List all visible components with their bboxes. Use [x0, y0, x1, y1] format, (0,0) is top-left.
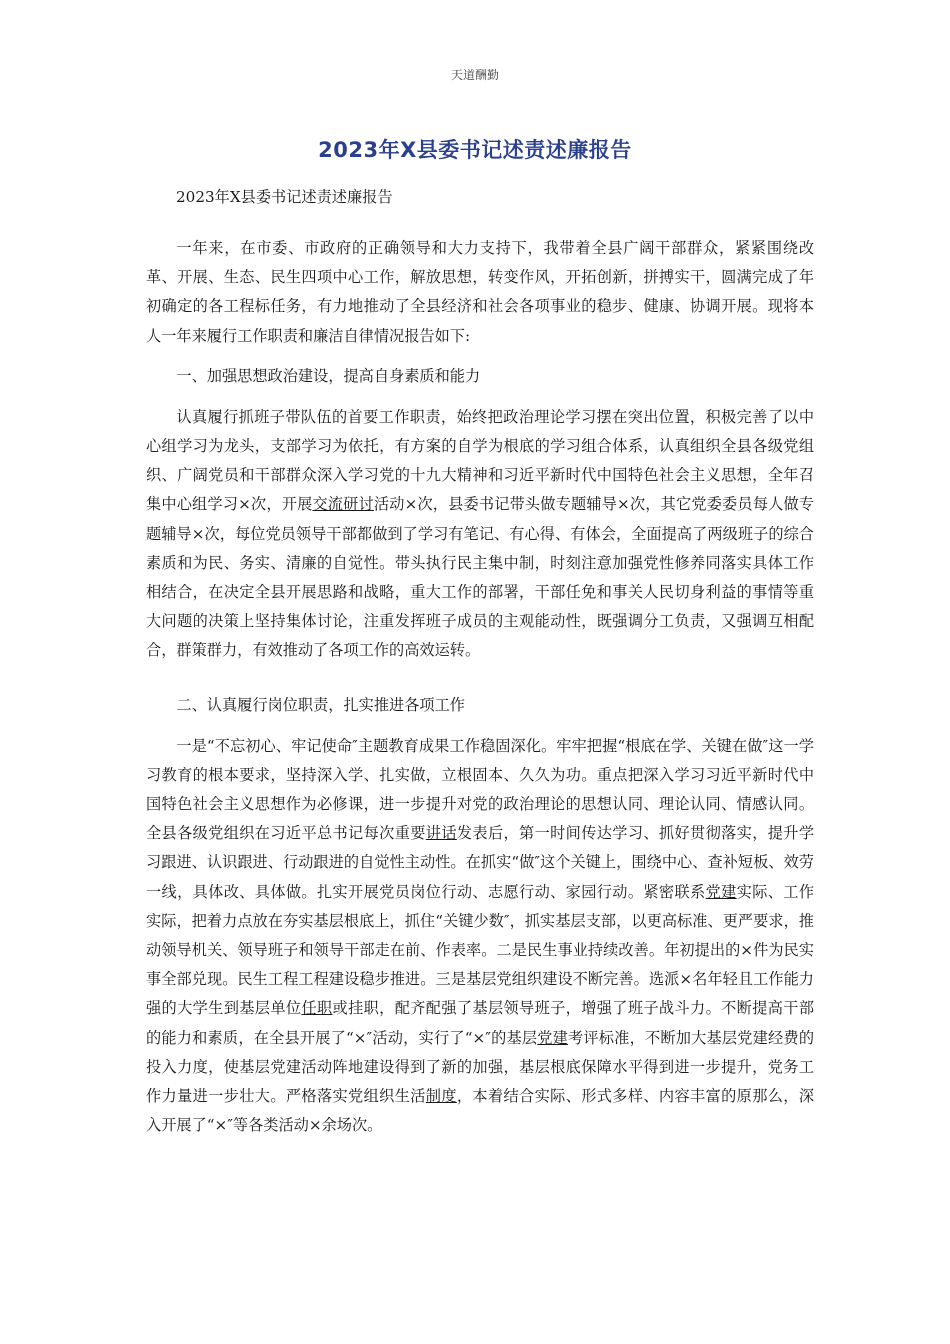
document-subtitle: 2023年X县委书记述责述廉报告	[176, 188, 393, 206]
underlined-term: 讲话	[425, 824, 457, 843]
text-run: 发表后，第一时间传达学习、抓好贯彻落实，提升学习跟进、认识跟进、行动跟进的自觉性主动性。在抓实“做″这个关键上，围绕中心、查补短板、效劳一线，具体改、具体做。扎实开展党员岗位行动、志愿行动、家园行动。紧密联系	[146, 824, 815, 901]
text-run: 考评标准，不断加大基层党建经费的投入力度，使基层党建活动阵地建设得到了新的加强，基层根底保障水平得到进一步提升，党务工作力量进一步壮大。严格落实党组织生活	[146, 1028, 815, 1106]
text-run: ，本着结合实际、形式多样、内容丰富的原那么，深入开展了“×″等各类活动×余场次。	[146, 1087, 815, 1135]
intro-paragraph: 一年来，在市委、市政府的正确领导和大力支持下，我带着全县广阔干部群众，紧紧围绕改革、开展、生态、民生四项中心工作，解放思想，转变作风，开拓创新，拼搏实干，圆满完成了年初确定的各工程标任务，有力地推动了全县经济和社会各项事业的稳步、健康、协调开展。现将本人一年来履行工作职责和廉洁自律情况报告如下:	[146, 239, 814, 345]
section-1-heading: 一、加强思想政治建设，提高自身素质和能力	[176, 366, 481, 385]
page-header: 天道酬勤	[450, 68, 499, 82]
text-run: 认真履行抓班子带队伍的首要工作职责，始终把政治理论学习摆在突出位置，积极完善了以中心组学习为龙头，支部学习为依托，有方案的自学为根底的学习组合体系，认真组织全县各级党组织、广阔党员和干部群众深入学习党的十九大精神和习近平新时代中国特色社会主义思想，全年召集中心组学习×次，开展	[146, 407, 814, 514]
section-2-paragraph	[146, 732, 814, 1141]
underlined-term: 交流研讨	[312, 495, 374, 514]
underlined-term: 任职	[301, 999, 333, 1018]
document-title: 2023年X县委书记述责述廉报告	[318, 138, 632, 162]
text-run: 活动×次，县委书记带头做专题辅导×次，其它党委委员每人做专题辅导×次，每位党员领导干部都做到了学习有笔记、有心得、有体会，全面提高了两级班子的综合素质和为民、务实、清廉的自觉性。带头执行民主集中制，时刻注意加强党性修养同落实具体工作相结合，在决定全县开展思路和战略，重大工作的部署，干部任免和事关人民切身利益的事情等重大问题的决策上坚持集体讨论，注重发挥班子成员的主观能动性，既强调分工负责，又强调互相配合，群策群力，有效推动了各项工作的高效运转。	[146, 495, 815, 660]
document-body	[146, 182, 814, 1140]
text-run: 实际、工作实际，把着力点放在夯实基层根底上，抓住“关键少数″，抓实基层支部，以更高标准、更严要求，推动领导机关、领导班子和领导干部走在前、作表率。二是民生事业持续改善。年初提出的×件为民实事全部兑现。民生工程工程建设稳步推进。三是基层党组织建设不断完善。选派×名年轻且工作能力强的大学生到基层单位	[146, 882, 815, 1018]
underlined-term: 党建	[537, 1028, 569, 1047]
text-run: 或挂职，配齐配强了基层领导班子，增强了班子战斗力。不断提高干部的能力和素质，在全县开展了“×″活动，实行了“×″的基层	[146, 999, 815, 1047]
underlined-term: 制度	[425, 1087, 457, 1106]
text-run: 一是“不忘初心、牢记使命″主题教育成果工作稳固深化。牢牢把握“根底在学、关键在做″这一学习教育的根本要求，坚持深入学、扎实做，立根固本、久久为功。重点把深入学习习近平新时代中国特色社会主义思想作为必修课，进一步提升对党的政治理论的思想认同、理论认同、情感认同。全县各级党组织在习近平总书记每次重要	[146, 736, 814, 843]
underlined-term: 党建	[705, 882, 737, 901]
section-1-paragraph	[146, 403, 814, 666]
section-2-heading: 二、认真履行岗位职责，扎实推进各项工作	[176, 695, 465, 714]
